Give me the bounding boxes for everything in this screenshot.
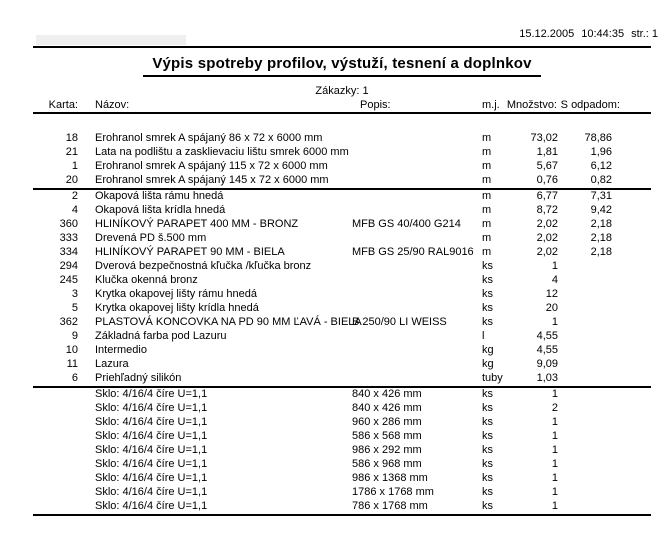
table-row: [0, 288, 666, 302]
cell-popis: 1786 x 1768 mm: [352, 486, 434, 498]
cell-s-odpadom: 9,42: [590, 204, 612, 216]
report-title: Výpis spotreby profilov, výstuží, tesnení a doplnkov: [143, 55, 540, 77]
cell-nazov: Sklo: 4/16/4 číre U=1,1: [95, 388, 208, 400]
cell-nazov: Základná farba pod Lazuru: [95, 330, 227, 342]
report-date: 15.12.2005: [519, 28, 575, 40]
cell-nazov: Priehľadný silikón: [95, 372, 182, 384]
cell-karta: 20: [65, 174, 78, 186]
title-area: [33, 55, 651, 77]
cell-popis: 586 x 968 mm: [352, 458, 422, 470]
cell-nazov: Drevená PD š.500 mm: [95, 232, 207, 244]
cell-mnozstvo: 8,72: [536, 204, 558, 216]
cell-popis: MFB GS 40/400 G214: [352, 218, 461, 230]
cell-mj: ks: [482, 302, 493, 314]
cell-nazov: Dverová bezpečnostná kľučka /kľučka bronz: [95, 260, 312, 272]
table-row: [0, 358, 666, 372]
cell-mj: ks: [482, 500, 493, 512]
column-header-popis: Popis:: [360, 99, 391, 111]
column-header-mnozstvo: Množstvo:: [506, 99, 557, 111]
cell-nazov: Lata na podlištu a zasklievaciu lištu smrek 6000 mm: [95, 146, 349, 158]
cell-popis: 840 x 426 mm: [352, 402, 422, 414]
cell-mnozstvo: 0,76: [536, 174, 558, 186]
cell-popis: 986 x 292 mm: [352, 444, 422, 456]
cell-nazov: Sklo: 4/16/4 číre U=1,1: [95, 416, 208, 428]
cell-mj: kg: [482, 344, 494, 356]
report-time: 10:44:35: [581, 28, 625, 40]
table-row: [0, 372, 666, 386]
group-separator-line: [33, 514, 651, 516]
table-row: [0, 246, 666, 260]
cell-popis: 840 x 426 mm: [352, 388, 422, 400]
cell-mnozstvo: 1: [551, 444, 558, 456]
cell-nazov: Intermedio: [95, 344, 147, 356]
cell-popis: MFB GS 25/90 RAL9016: [352, 246, 474, 258]
table-row: [0, 344, 666, 358]
cell-karta: 6: [71, 372, 78, 384]
cell-mj: m: [482, 190, 492, 202]
page-number: str.: 1: [631, 28, 658, 40]
column-header-karta: Karta:: [48, 99, 78, 111]
cell-popis: 786 x 1768 mm: [352, 500, 428, 512]
cell-popis: 986 x 1368 mm: [352, 472, 428, 484]
table-row: [0, 500, 666, 514]
cell-mj: m: [482, 246, 492, 258]
cell-karta: 5: [71, 302, 78, 314]
cell-mj: m: [482, 174, 492, 186]
cell-nazov: Sklo: 4/16/4 číre U=1,1: [95, 472, 208, 484]
cell-mj: kg: [482, 358, 494, 370]
cell-karta: 4: [71, 204, 78, 216]
cell-mnozstvo: 1: [551, 486, 558, 498]
table-row: [0, 232, 666, 246]
cell-mnozstvo: 2,02: [536, 232, 558, 244]
cell-nazov: PLASTOVÁ KONCOVKA NA PD 90 MM ĽAVÁ - BIELA: [95, 316, 362, 328]
cell-s-odpadom: 78,86: [584, 132, 612, 144]
cell-popis: 586 x 568 mm: [352, 430, 422, 442]
cell-s-odpadom: 1,96: [590, 146, 612, 158]
cell-mnozstvo: 1: [551, 388, 558, 400]
cell-karta: 362: [59, 316, 78, 328]
cell-karta: 1: [71, 160, 78, 172]
cell-nazov: Okapová lišta rámu hnedá: [95, 190, 224, 202]
cell-popis: 960 x 286 mm: [352, 416, 422, 428]
cell-karta: 360: [59, 218, 78, 230]
column-header-row: [0, 99, 666, 112]
cell-nazov: Sklo: 4/16/4 číre U=1,1: [95, 402, 208, 414]
report-dateline: [512, 28, 658, 40]
table-row: [0, 160, 666, 174]
cell-nazov: Erohranol smrek A spájaný 145 x 72 x 6000 mm: [95, 174, 329, 186]
cell-mj: m: [482, 204, 492, 216]
table-row: [0, 302, 666, 316]
table-row: [0, 190, 666, 204]
cell-nazov: Lazura: [95, 358, 129, 370]
cell-karta: 9: [71, 330, 78, 342]
table-row: [0, 388, 666, 402]
table-row: [0, 132, 666, 146]
table-row: [0, 402, 666, 416]
cell-s-odpadom: 7,31: [590, 190, 612, 202]
table-row: [0, 472, 666, 486]
table-row: [0, 316, 666, 330]
cell-mnozstvo: 1: [551, 458, 558, 470]
cell-nazov: Sklo: 4/16/4 číre U=1,1: [95, 430, 208, 442]
cell-nazov: Erohranol smrek A spájaný 115 x 72 x 6000 mm: [95, 160, 328, 172]
cell-nazov: HLINÍKOVÝ PARAPET 400 MM - BRONZ: [95, 218, 299, 230]
cell-nazov: Okapová lišta krídla hnedá: [95, 204, 226, 216]
cell-mnozstvo: 2: [551, 402, 558, 414]
table-row: [0, 444, 666, 458]
cell-nazov: Krytka okapovej lišty krídla hnedá: [95, 302, 259, 314]
cell-karta: 245: [59, 274, 78, 286]
cell-mj: ks: [482, 260, 493, 272]
cell-mnozstvo: 6,77: [536, 190, 558, 202]
cell-mnozstvo: 4,55: [536, 344, 558, 356]
cell-karta: 11: [66, 358, 78, 370]
cell-nazov: HLINÍKOVÝ PARAPET 90 MM - BIELA: [95, 246, 285, 258]
top-rule: [33, 46, 651, 48]
cell-s-odpadom: 2,18: [590, 246, 612, 258]
cell-mj: m: [482, 232, 492, 244]
table-row: [0, 260, 666, 274]
cell-karta: 3: [71, 288, 78, 300]
cell-mj: m: [482, 160, 492, 172]
cell-mj: ks: [482, 316, 493, 328]
cell-nazov: Klučka okenná bronz: [95, 274, 198, 286]
cell-mj: ks: [482, 388, 493, 400]
cell-mj: ks: [482, 472, 493, 484]
cell-mnozstvo: 1: [551, 500, 558, 512]
cell-karta: 10: [65, 344, 78, 356]
cell-nazov: Erohranol smrek A spájaný 86 x 72 x 6000 mm: [95, 132, 323, 144]
cell-nazov: Sklo: 4/16/4 číre U=1,1: [95, 458, 208, 470]
table-row: [0, 416, 666, 430]
column-header-nazov: Názov:: [95, 99, 130, 111]
column-header-mj: m.j.: [482, 99, 500, 111]
table-row: [0, 330, 666, 344]
table-row: [0, 204, 666, 218]
cell-mj: ks: [482, 288, 493, 300]
cell-mnozstvo: 12: [545, 288, 558, 300]
cell-mnozstvo: 2,02: [536, 246, 558, 258]
cell-karta: 21: [65, 146, 78, 158]
cell-mj: ks: [482, 430, 493, 442]
cell-mnozstvo: 20: [545, 302, 558, 314]
column-header-s-odpadom: S odpadom:: [560, 99, 620, 111]
order-subtitle: Zákazky: 1: [315, 85, 369, 97]
cell-mnozstvo: 5,67: [536, 160, 558, 172]
cell-karta: 334: [59, 246, 78, 258]
cell-mnozstvo: 4: [551, 274, 558, 286]
cell-mnozstvo: 4,55: [536, 330, 558, 342]
header-rule: [33, 112, 651, 114]
cell-mj: m: [482, 146, 492, 158]
cell-mj: ks: [482, 416, 493, 428]
cell-s-odpadom: 2,18: [590, 218, 612, 230]
cell-mnozstvo: 1,81: [536, 146, 558, 158]
cell-mnozstvo: 1: [551, 472, 558, 484]
cell-mnozstvo: 9,09: [536, 358, 558, 370]
cell-mnozstvo: 73,02: [530, 132, 558, 144]
table-row: [0, 274, 666, 288]
cell-nazov: Krytka okapovej lišty rámu hnedá: [95, 288, 258, 300]
table-row: [0, 430, 666, 444]
cell-mj: ks: [482, 274, 493, 286]
cell-popis: B 250/90 LI WEISS: [352, 316, 447, 328]
cell-karta: 18: [65, 132, 78, 144]
cell-karta: 294: [59, 260, 78, 272]
scan-artifact: [36, 35, 186, 45]
cell-mj: ks: [482, 444, 493, 456]
cell-s-odpadom: 6,12: [590, 160, 612, 172]
cell-mj: l: [482, 330, 485, 342]
cell-s-odpadom: 2,18: [590, 232, 612, 244]
table-row: [0, 486, 666, 500]
cell-nazov: Sklo: 4/16/4 číre U=1,1: [95, 444, 208, 456]
cell-mnozstvo: 1: [551, 316, 558, 328]
report-table-body: [0, 132, 666, 516]
table-row: [0, 174, 666, 188]
cell-mnozstvo: 1: [551, 260, 558, 272]
cell-nazov: Sklo: 4/16/4 číre U=1,1: [95, 486, 208, 498]
cell-mj: ks: [482, 402, 493, 414]
cell-mj: ks: [482, 458, 493, 470]
cell-mnozstvo: 2,02: [536, 218, 558, 230]
cell-karta: 333: [59, 232, 78, 244]
table-row: [0, 146, 666, 160]
cell-mj: m: [482, 132, 492, 144]
cell-mnozstvo: 1: [551, 416, 558, 428]
cell-nazov: Sklo: 4/16/4 číre U=1,1: [95, 500, 208, 512]
cell-mj: tuby: [482, 372, 503, 384]
cell-mnozstvo: 1: [551, 430, 558, 442]
cell-mj: m: [482, 218, 492, 230]
table-row: [0, 218, 666, 232]
cell-mnozstvo: 1,03: [536, 372, 558, 384]
cell-s-odpadom: 0,82: [590, 174, 612, 186]
table-row: [0, 458, 666, 472]
cell-karta: 2: [71, 190, 78, 202]
cell-mj: ks: [482, 486, 493, 498]
